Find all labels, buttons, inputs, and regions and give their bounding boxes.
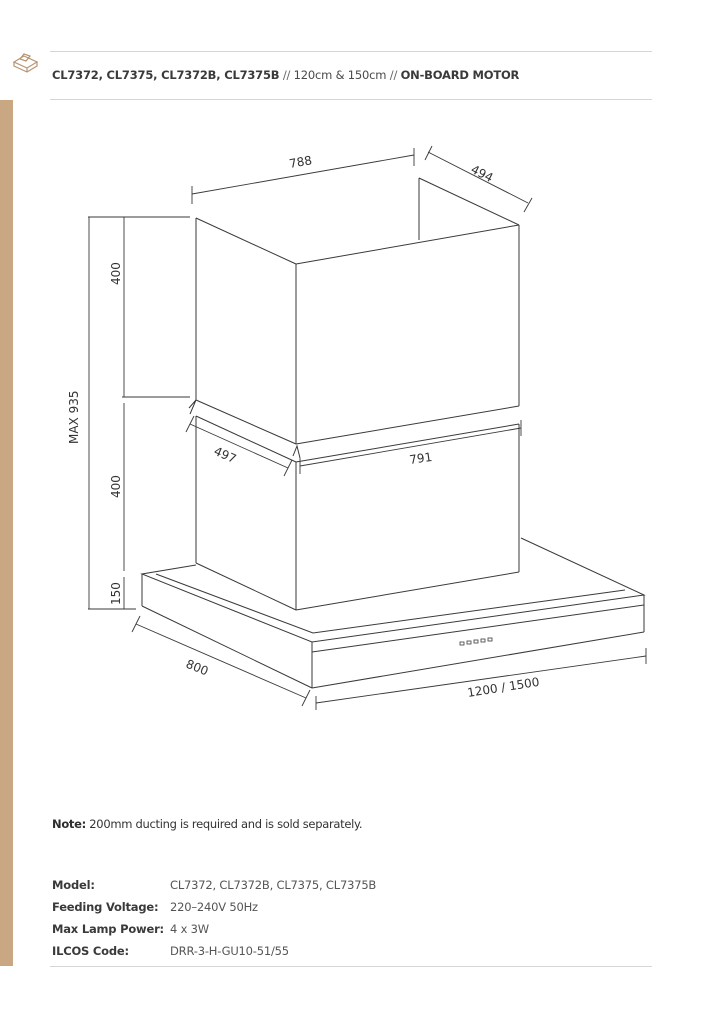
footer-rule [50,966,652,967]
ducting-note [52,817,362,831]
spec-row-voltage [52,896,376,918]
dim-lower-height: 400 [109,475,123,498]
spec-row-model [52,874,376,896]
dim-top-width: 788 [288,153,314,171]
spec-value: 220–240V 50Hz [170,900,258,914]
dim-max-height: MAX 935 [67,390,81,444]
spec-value: CL7372, CL7372B, CL7375, CL7375B [170,878,377,892]
dim-base-height: 150 [109,582,123,605]
spec-table [52,874,376,962]
spec-label: Model: [52,878,95,892]
hood-base [142,538,644,688]
chimney-lower [196,416,519,610]
chimney-upper [196,178,519,444]
spec-label: Max Lamp Power: [52,922,164,936]
chimney-joint [196,400,519,462]
header-separator: // [389,68,398,82]
spec-value: 4 x 3W [170,922,209,936]
dimension-arrows [189,400,300,458]
dim-base-depth: 800 [183,656,211,679]
note-text: 200mm ducting is required and is sold separately. [89,817,363,831]
spec-label: Feeding Voltage: [52,900,159,914]
header-separator: // [282,68,291,82]
control-buttons [460,638,492,645]
spec-label: ILCOS Code: [52,944,129,958]
dim-mid-depth: 497 [211,443,239,467]
dim-base-width: 1200 / 1500 [466,674,541,700]
dim-top-depth: 494 [468,162,496,186]
header-sizes: 120cm & 150cm [293,68,387,82]
spec-row-lamp-power [52,918,376,940]
note-label: Note: [52,817,86,831]
header-motor: ON-BOARD MOTOR [400,68,520,82]
header-models: CL7372, CL7375, CL7372B, CL7375B [52,68,280,82]
spec-value: DRR-3-H-GU10-51/55 [170,944,289,958]
dim-upper-height: 400 [109,262,123,285]
dim-mid-width: 791 [408,449,434,467]
spec-row-ilcos [52,940,376,962]
